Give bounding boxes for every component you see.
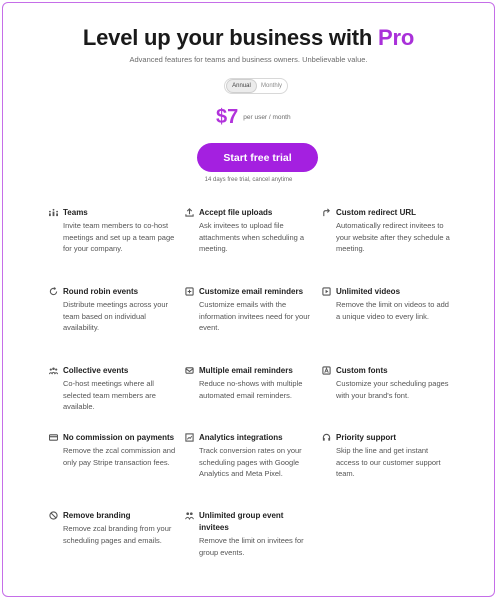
support-icon (322, 433, 331, 442)
feature-description: Track conversion rates on your scheduling pages with Google Analytics and Meta Pixel. (199, 446, 302, 478)
feature-item (322, 286, 450, 322)
feature-header (49, 286, 177, 298)
feature-description: Co-host meetings where all selected team members are available. (63, 379, 156, 411)
feature-item (185, 432, 313, 480)
feature-header (49, 365, 177, 377)
redirect-icon (322, 208, 331, 217)
email-icon (185, 287, 194, 296)
feature-item (49, 286, 177, 334)
feature-header (322, 365, 450, 377)
feature-item (322, 365, 450, 401)
feature-description: Invite team members to co-host meetings and set up a team page for your company. (63, 221, 175, 253)
pro-highlight: Pro (378, 25, 415, 50)
trial-note: 14 days free trial, cancel anytime (204, 177, 293, 183)
feature-item (49, 510, 177, 546)
feature-description: Remove the limit on videos to add a unique video to every link. (336, 300, 449, 321)
teams-icon (49, 208, 58, 217)
feature-title: Priority support (336, 433, 397, 442)
feature-description: Automatically redirect invitees to your website after they schedule a meeting. (336, 221, 450, 253)
feature-title: Unlimited videos (336, 287, 401, 296)
pricing-card (2, 2, 495, 597)
headline-text: Level up your business with (82, 25, 379, 50)
fonts-icon (322, 366, 331, 375)
group-icon (185, 511, 194, 520)
feature-title: Customize email reminders (199, 287, 304, 296)
feature-title: Teams (63, 208, 88, 217)
toggle-annual[interactable]: Annual (226, 79, 257, 93)
feature-description: Customize your scheduling pages with your brand's font. (336, 379, 449, 400)
price (216, 106, 291, 129)
feature-description: Remove the zcal commission and only pay Stripe transaction fees. (63, 446, 176, 467)
feature-title: Remove branding (63, 511, 131, 520)
feature-item (49, 365, 177, 413)
round-robin-icon (49, 287, 58, 296)
feature-item (49, 432, 177, 468)
analytics-icon (185, 433, 194, 442)
feature-item (185, 510, 313, 558)
feature-header (322, 432, 450, 444)
feature-item (322, 432, 450, 480)
feature-description: Distribute meetings across your team based on individual availability. (63, 300, 169, 332)
feature-title: Unlimited group event invitees (199, 511, 284, 532)
billing-toggle[interactable] (224, 78, 288, 94)
toggle-monthly[interactable]: Monthly (260, 83, 282, 89)
subtitle: Advanced features for teams and business owners. Unbelievable value. (129, 55, 368, 64)
feature-item (322, 207, 450, 255)
feature-header (49, 510, 177, 522)
feature-item (185, 286, 313, 334)
feature-description: Ask invitees to upload file attachments when scheduling a meeting. (199, 221, 305, 253)
collective-icon (49, 366, 58, 375)
feature-header (185, 207, 313, 219)
price-period: per user / month (243, 114, 291, 121)
feature-item (49, 207, 177, 255)
feature-header (185, 510, 313, 534)
feature-title: Multiple email reminders (199, 366, 293, 375)
feature-item (185, 207, 313, 255)
feature-header (185, 365, 313, 377)
feature-title: Round robin events (63, 287, 139, 296)
start-free-trial-button[interactable]: Start free trial (197, 143, 318, 172)
feature-description: Skip the line and get instant access to our customer support team. (336, 446, 441, 478)
feature-title: Analytics integrations (199, 433, 283, 442)
feature-header (49, 207, 177, 219)
video-icon (322, 287, 331, 296)
feature-header (322, 207, 450, 219)
feature-title: No commission on payments (63, 433, 175, 442)
upload-icon (185, 208, 194, 217)
feature-title: Accept file uploads (199, 208, 273, 217)
feature-title: Custom redirect URL (336, 208, 417, 217)
card-icon (49, 433, 58, 442)
feature-title: Collective events (63, 366, 129, 375)
feature-header (185, 286, 313, 298)
feature-description: Remove zcal branding from your scheduling pages and emails. (63, 524, 172, 545)
feature-item (185, 365, 313, 401)
reminders-icon (185, 366, 194, 375)
branding-icon (49, 511, 58, 520)
feature-description: Customize emails with the information invitees need for your event. (199, 300, 310, 332)
feature-title: Custom fonts (336, 366, 388, 375)
feature-header (322, 286, 450, 298)
feature-description: Reduce no-shows with multiple automated email reminders. (199, 379, 303, 400)
feature-header (185, 432, 313, 444)
feature-description: Remove the limit on invitees for group events. (199, 536, 304, 557)
feature-header (49, 432, 177, 444)
page-title (3, 25, 494, 51)
price-amount: $7 (216, 106, 239, 128)
